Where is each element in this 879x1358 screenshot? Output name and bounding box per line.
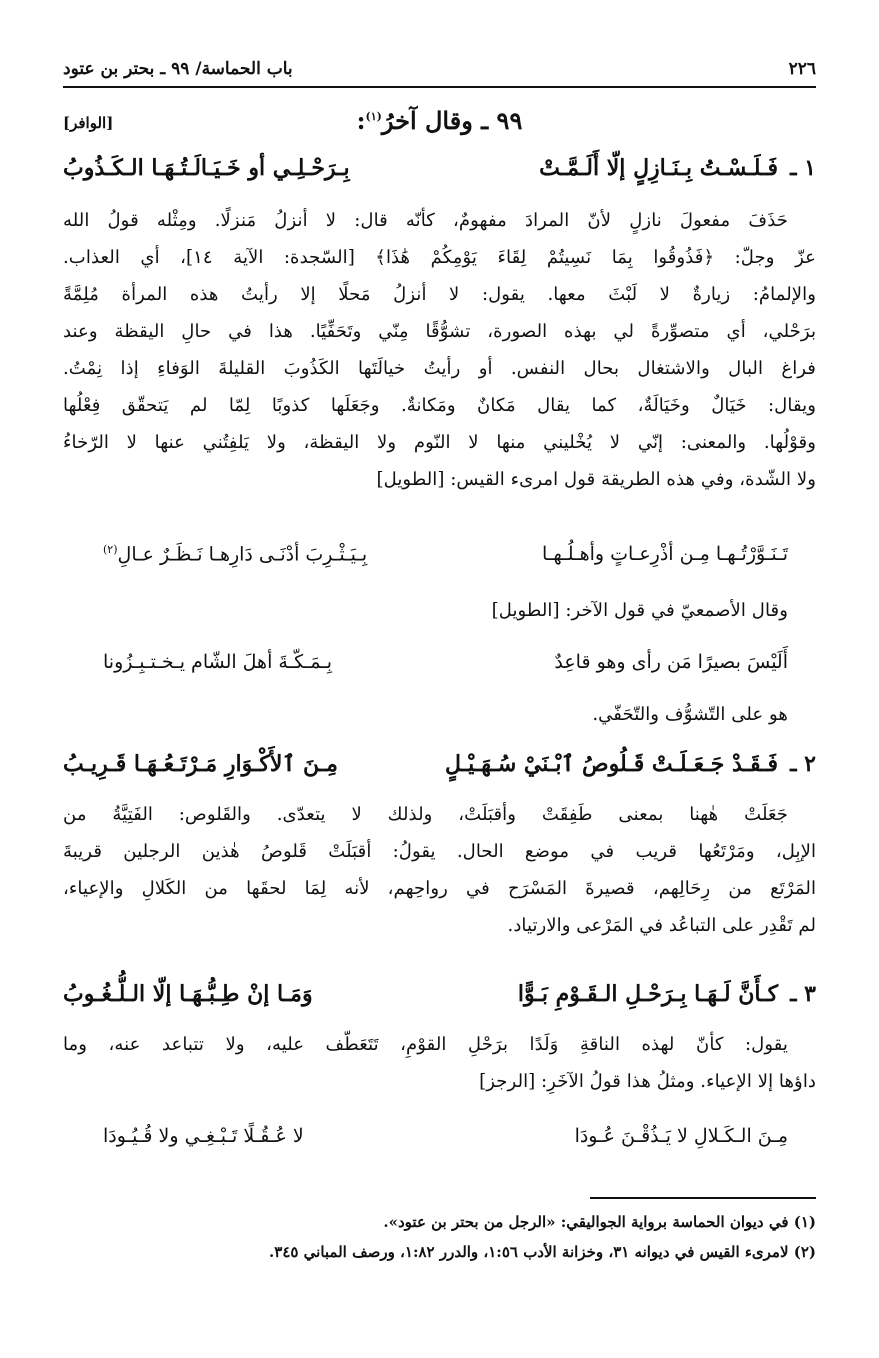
commentary-line: يقول: كأنّ لهذه الناقةِ وَلَدًا برَحْلِ القوْمِ، تَتَعَطّف عليه، ولا تتباعد عنه، وما xyxy=(63,1034,788,1055)
meter-label: [الوافر] xyxy=(63,114,114,132)
asmai-intro xyxy=(63,592,816,629)
commentary-line: برَحْلي، أي متصوِّرةً لي بهذه الصورة، تشوُّقًا مِنّي وتَحَفِّيًا. هذا في حالِ اليقظة وعند xyxy=(63,321,816,342)
cited-hemistich-2: بِـمَـكّـةَ أهلَ الشّام يـخـتـبِـزُونا xyxy=(103,651,333,673)
cited-verse-3 xyxy=(63,1112,816,1160)
footnotes xyxy=(63,1207,816,1267)
poem-title-text: ٩٩ ـ وقال آخرُ xyxy=(381,106,523,135)
commentary-line: الإبِل، ومَرْتَعُها قريب في موضع الحال. يقولُ: أقبَلَتْ قَلوصُ هٰذين الرجلين قريبةَ xyxy=(63,841,816,862)
commentary-3 xyxy=(63,1026,816,1100)
asmai-intro-line: وقال الأصمعيّ في قول الآخر: [الطويل] xyxy=(491,600,788,621)
footnote-divider xyxy=(590,1197,816,1199)
cited-hemistich-1: أَلَيْسَ بصيرًا مَن رأى وهو قاعِدٌ xyxy=(554,651,788,673)
footnote-2: (٢) لامرىء القيس في ديوانه ٣١، وخزانة الأدب ١:٥٦، والدرر ١:٨٢، ورصف المباني ٣٤٥. xyxy=(269,1243,816,1261)
commentary-line: لم تَقْدِر على التباعُد في المَرْعى والارتياد. xyxy=(507,915,816,936)
verse-number: ١ ـ xyxy=(790,155,816,181)
verse-hemistich-1: كـأَنَّ لَـهَـا بِـرَحْـلِ الـقَـوْمِ بَـوًّا xyxy=(517,981,779,1007)
commentary-line: عزّ وجلّ: ﴿فَذُوقُوا بِمَا نَسِيتُمْ لِقَاءَ يَوْمِكُمْ هَٰذَا﴾ [السّجدة: الآية ١٤]، أي العذاب. xyxy=(63,247,816,268)
verse-2 xyxy=(63,742,816,786)
commentary-line: داؤها إلا الإعياء. ومثلُ هذا قولُ الآخَرِ: [الرجز] xyxy=(479,1071,816,1092)
cited-hemistich-1: مِـنَ الـكَـلالِ لا يَـذُقْـنَ عُـودَا xyxy=(574,1125,788,1147)
commentary-line: والإلمامُ: زيارةٌ لا لَبْثَ معها. يقول: لا أنزلُ مَحلًا إلا رأيتُ هذه المرأة مُلِمَّةً xyxy=(63,284,816,305)
footnote-1: (١) في ديوان الحماسة برواية الجواليقي: «الرجل من بحتر بن عتود». xyxy=(383,1213,816,1231)
running-title: باب الحماسة/ ٩٩ ـ بحتر بن عتود xyxy=(63,59,293,79)
verse-number: ٣ ـ xyxy=(790,981,816,1007)
poem-title-colon: : xyxy=(356,106,366,135)
running-header xyxy=(63,52,816,88)
commentary-2 xyxy=(63,796,816,944)
poem-title xyxy=(63,106,816,142)
cited-verse-1 xyxy=(63,530,816,578)
verse-3 xyxy=(63,972,816,1016)
cited-hemistich-2: لا عُـقُـلًا تَـبْـغِـي ولا قُـيُـودَا xyxy=(103,1125,304,1147)
verse-hemistich-1: فَـقَـدْ جَـعَـلَـتْ قَـلُوصُ ٱبْـنَيْ سُـهَـيْـلٍ xyxy=(445,751,779,777)
commentary-line: المَرْتَع من رِحَالِهم، قصيرةَ المَسْرَح في رواحِهم، لأنه لِمَا لحقَها من الكَلالِ والإعياء، xyxy=(63,878,816,899)
page-number: ٢٢٦ xyxy=(788,59,816,79)
footnote-ref-2: (٢) xyxy=(103,542,118,556)
asmai-gloss-line: هو على التّشوُّف والتّحَفّي. xyxy=(592,704,788,725)
commentary-line: حَذَفَ مفعولَ نازلٍ لأنّ المرادَ مفهومٌ، كأنّه قال: لا أنزلُ مَنزلًا. ومِثْله قولُ الله xyxy=(63,210,788,231)
commentary-line: فراغ البال والاشتغال بحال النفس. أو رأيتُ خيالَتَها الكَذُوبَ القليلةَ الوَفاءِ إذا نِمْتُ. xyxy=(63,358,816,379)
verse-number: ٢ ـ xyxy=(790,751,816,777)
verse-hemistich-1: فَـلَـسْـتُ بِـنَـازِلٍ إلّا أَلَـمَّـتْ xyxy=(539,155,779,181)
cited-verse-2 xyxy=(63,638,816,686)
cited-hemistich-2: بِـيَـثْـرِبَ أدْنَـى دَارِهـا نَـظَـرٌ عـالِ xyxy=(117,543,368,566)
commentary-line: ولا الشّدة، وفي هذه الطريقة قول امرىء القيس: [الطويل] xyxy=(376,469,816,490)
asmai-gloss xyxy=(63,696,816,733)
verse-hemistich-2: مِـنَ ٱلأَكْـوَارِ مَـرْتَـعُـهَـا قَـرِيـبُ xyxy=(63,751,338,777)
commentary-line: جَعَلَتْ هٰهنا بمعنى طَفِقَتْ وأقبَلَتْ، ولذلك لا يتعدّى. والقَلوص: الفَتِيَّةُ من xyxy=(63,804,788,825)
cited-hemistich-1: تَـنَـوَّرْتُـهـا مِـن أذْرِعـاتٍ وأهـلُـهـا xyxy=(542,543,788,565)
verse-1 xyxy=(63,146,816,190)
verse-hemistich-2: وَمَـا إنْ طِـبُّـهَـا إلّا الـلُّـغُـوبُ xyxy=(63,981,313,1007)
verse-hemistich-2: بِـرَحْـلِـي أو خَـيَـالَـتُـهَـا الـكَـذُوبُ xyxy=(63,155,350,181)
commentary-line: ويقال: خَيَالٌ وخَيَالَةٌ، كما يقال مَكانٌ ومَكانةٌ. وجَعَلَها كذوبًا لِمّا لم يَتحقّق فِعْلُها xyxy=(63,395,816,416)
commentary-line: وقوْلُها. والمعنى: إنّي لا يُخْليني منها لا النّوم ولا اليقظة، ولا يَلفِتُني عنها لا الرّخاءُ xyxy=(63,432,816,453)
commentary-1 xyxy=(63,202,816,498)
footnote-ref-1: (١) xyxy=(365,110,382,123)
